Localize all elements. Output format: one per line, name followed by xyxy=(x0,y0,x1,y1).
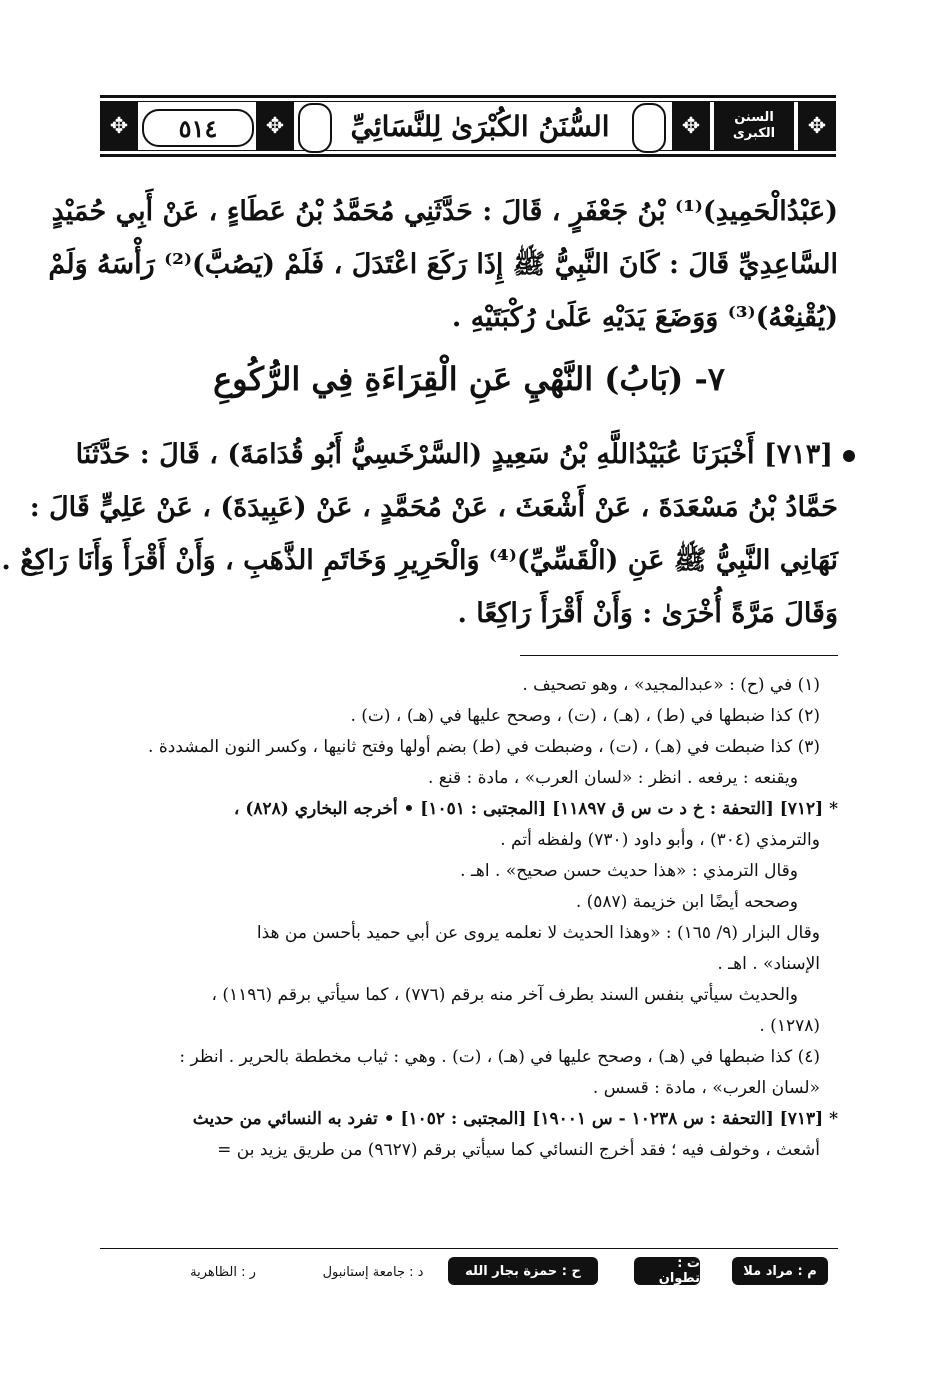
footnote-line: الإسناد» . اهـ . xyxy=(717,954,820,974)
manuscript-badge: م : مراد ملا xyxy=(732,1257,828,1285)
hadith-text xyxy=(1,428,855,640)
footer-separator xyxy=(100,1248,838,1249)
manuscript-badge: ح : حمزة بجار الله xyxy=(448,1257,598,1285)
footnote-line: (٢) كذا ضبطها في (ط) ، (هـ) ، (ت) ، وصحح عليها في (هـ) ، (ت) . xyxy=(350,706,820,726)
text-line: نَهَانِي النَّبِيُّ ﷺ عَنِ (الْقَسِّيِّ)⁽⁴⁾ وَالْحَرِيرِ وَخَاتَمِ الذَّهَبِ ، وَأَنْ أَقْرَأَ وَأَنَا رَاكِعٌ . xyxy=(1,545,838,576)
text-line: (عَبْدُالْحَمِيدِ)⁽¹⁾ بْنُ جَعْفَرٍ ، قَالَ : حَدَّثَنِي مُحَمَّدُ بْنُ عَطَاءٍ ، عَنْ أَبِي حُمَيْدٍ xyxy=(51,196,838,227)
footnote-line: وقال الترمذي : «هذا حديث حسن صحيح» . اهـ . xyxy=(460,861,798,881)
footnote-line: وقال البزار (٩/ ١٦٥) : «وهذا الحديث لا نعلمه يروى عن أبي حميد بأحسن من هذا xyxy=(256,923,820,943)
ornament-icon: ✥ xyxy=(100,101,138,151)
footnote-line: (١٢٧٨) . xyxy=(759,1016,820,1036)
running-title: السُّنَنُ الكُبْرَىٰ لِلنَّسَائِيِّ xyxy=(350,109,610,143)
footnote-line: والحديث سيأتي بنفس السند بطرف آخر منه برقم (٧٧٦) ، كما سيأتي برقم (١١٩٦) ، xyxy=(211,985,798,1005)
ornament-icon: ✥ xyxy=(672,101,710,151)
title-bracket xyxy=(632,103,666,153)
footnote-line: * [٧١٣] [التحفة : س ١٠٢٣٨ - س ١٩٠٠١] [المجتبى : ١٠٥٢] • تفرد به النسائي من حديث xyxy=(192,1109,838,1129)
footnote-line: (٣) كذا ضبطت في (هـ) ، (ت) ، وضبطت في (ط) بضم أولها وفتح ثانيها ، وكسر النون المشددة . xyxy=(148,737,820,757)
footnote-line: (٤) كذا ضبطها في (هـ) ، وصحح عليها في (هـ) ، (ت) . وهي : ثياب مخططة بالحرير . انظر : xyxy=(179,1047,820,1067)
text-line xyxy=(75,428,855,481)
manuscript-label: ر : الظاهرية xyxy=(190,1264,256,1280)
bullet-icon xyxy=(843,450,855,462)
footnote-line: أشعث ، وخولف فيه ؛ فقد أخرج النسائي كما سيأتي برقم (٩٦٢٧) من طريق يزيد بن = xyxy=(217,1140,820,1160)
book-logo-badge: السنن الكبرى xyxy=(714,101,794,151)
ornament-icon: ✥ xyxy=(798,101,836,151)
footnote-line: ويقنعه : يرفعه . انظر : «لسان العرب» ، مادة : قنع . xyxy=(427,768,798,788)
main-text xyxy=(48,185,838,344)
text-line: (يُقْنِعْهُ)⁽³⁾ وَوَضَعَ يَدَيْهِ عَلَىٰ رُكْبَتَيْهِ . xyxy=(451,302,838,333)
page-header xyxy=(100,95,836,157)
page-number: ٥١٤ xyxy=(142,109,254,147)
text-line: حَمَّادُ بْنُ مَسْعَدَةَ ، عَنْ أَشْعَثَ ، عَنْ مُحَمَّدٍ ، عَنْ (عَبِيدَةَ) ، عَنْ عَلِيٍّ قَالَ : xyxy=(29,492,838,523)
ornament-icon: ✥ xyxy=(256,101,294,151)
footnote-line: والترمذي (٣٠٤) ، وأبو داود (٧٣٠) ولفظه أتم . xyxy=(500,830,820,850)
manuscript-badge: ت : تطوان xyxy=(634,1257,700,1285)
title-bracket xyxy=(298,103,332,153)
footnote-line: وصححه أيضًا ابن خزيمة (٥٨٧) . xyxy=(575,892,798,912)
text-line: وَقَالَ مَرَّةً أُخْرَىٰ : وَأَنْ أَقْرَأَ رَاكِعًا . xyxy=(457,598,838,629)
manuscript-legend xyxy=(100,1254,838,1290)
footnotes xyxy=(100,670,838,1166)
footnote-line: * [٧١٢] [التحفة : خ د ت س ق ١١٨٩٧] [المجتبى : ١٠٥١] • أخرجه البخاري (٨٢٨) ، xyxy=(233,799,838,819)
manuscript-label: د : جامعة إستانبول xyxy=(322,1264,424,1280)
chapter-heading: ٧- (بَابُ) النَّهْيِ عَنِ الْقِرَاءَةِ فِي الرُّكُوعِ xyxy=(213,360,725,398)
footnote-separator xyxy=(520,655,838,656)
footnote-line: «لسان العرب» ، مادة : قسس . xyxy=(592,1078,820,1098)
hadith-line: [٧١٣] أَخْبَرَنَا عُبَيْدُاللَّهِ بْنُ سَعِيدٍ (السَّرْخَسِيُّ أَبُو قُدَامَةَ) ، قَالَ : حَدَّثَنَا xyxy=(75,439,833,470)
text-line: السَّاعِدِيِّ قَالَ : كَانَ النَّبِيُّ ﷺ إِذَا رَكَعَ اعْتَدَلَ ، فَلَمْ (يَصُبَّ)⁽²⁾ رَأْسَهُ وَلَمْ xyxy=(48,249,838,280)
footnote-line: (١) في (ح) : «عبدالمجيد» ، وهو تصحيف . xyxy=(522,675,820,695)
